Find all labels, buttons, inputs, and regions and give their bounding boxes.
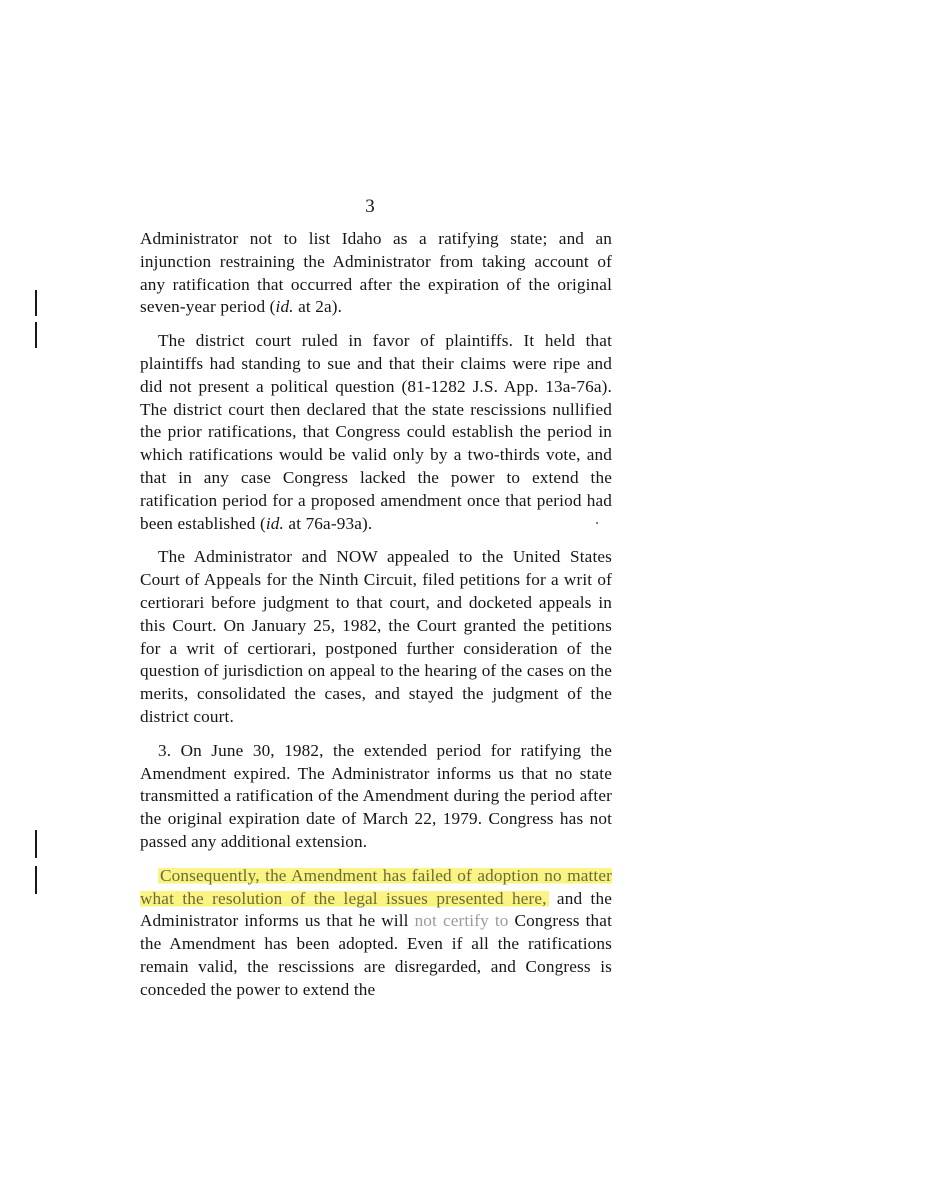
faded-text: not certify to xyxy=(414,911,509,931)
page-number: 3 xyxy=(365,196,375,217)
margin-bar xyxy=(35,322,37,348)
text-column xyxy=(140,228,612,1002)
highlighted-text: Consequently, the Amendment has failed of adoption no matter what the resolution of the legal issues presented here, xyxy=(140,865,612,908)
paragraph-continuation: Administrator not to list Idaho as a ratifying state; and an injunction restraining the Administrator from taking account of any ratification that occurred after the expiration of the original seven-year period (id. at 2a). xyxy=(140,229,612,317)
paragraph-consequently: Consequently, the Amendment has failed of adoption no matter what the resolution of the legal issues presented here, and the Administrator informs us that he will not certify to Congress that the Amendment has been adopted. Even if all the ratifications remain valid, the rescissions are disregarded, and Congress is conceded the power to extend the xyxy=(140,865,613,999)
margin-bar xyxy=(35,866,37,894)
paragraph-extension-expired: 3. On June 30, 1982, the extended period for ratifying the Amendment expired. The Administrator informs us that no state transmitted a ratification of the Amendment during the period after the original expiration date of March 22, 1979. Congress has not passed any additional extension. xyxy=(140,740,612,851)
margin-bar xyxy=(35,290,37,316)
paragraph-appeals: The Administrator and NOW appealed to the United States Court of Appeals for the Ninth Circuit, filed petitions for a writ of certiorari before judgment to that court, and docketed appeals in this Court. On January 25, 1982, the Court granted the petitions for a writ of certiorari, postponed further consideration of the question of jurisdiction on appeal to the hearing of the cases on the merits, consolidated the cases, and stayed the judgment of the district court. xyxy=(140,547,612,726)
margin-bar xyxy=(35,830,37,858)
paragraph-district-court: The district court ruled in favor of plaintiffs. It held that plaintiffs had standing to sue and that their claims were ripe and did not present a political question (81-1282 J.S. App. 13a-76a). The district court then declared that the state rescissions nullified the prior ratifications, that Congress could establish the period in which ratifications would be valid only by a two-thirds vote, and that in any case Congress lacked the power to extend the ratification period for a proposed amendment once that period had been established (id. at 76a-93a). xyxy=(140,331,612,533)
